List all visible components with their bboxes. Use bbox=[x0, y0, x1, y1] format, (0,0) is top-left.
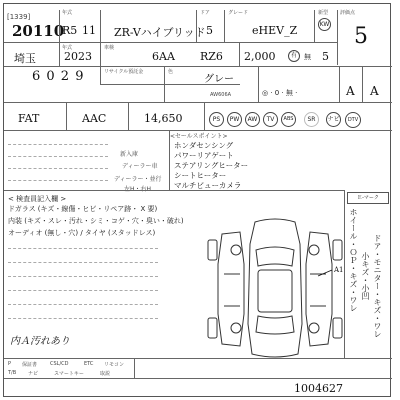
equip-sr: SR bbox=[304, 112, 319, 127]
right-vertical-text-b: 小キズ・小凹 bbox=[361, 252, 370, 300]
footer-label-smartkey: スマートキー bbox=[54, 371, 84, 377]
equip-tv: TV bbox=[263, 112, 278, 127]
model-name: ZR-Vハイブリッド bbox=[114, 26, 206, 39]
footer-number: 1004627 bbox=[294, 382, 343, 395]
handwritten-note: 内Ａ汚れあり bbox=[10, 336, 70, 347]
lot-label: [1339] bbox=[7, 13, 31, 21]
footer-label-manual: 取説 bbox=[100, 371, 111, 377]
equip-abs: ABS bbox=[281, 112, 296, 127]
sales-point-3: ステアリングヒーター bbox=[174, 161, 249, 170]
lhd-rhd-label: 左H・右H bbox=[124, 186, 152, 193]
mileage: 14,650 bbox=[144, 112, 183, 125]
sales-point-4: シートヒーター bbox=[174, 171, 227, 180]
footer-label-cd: CSL/CD bbox=[50, 361, 69, 367]
interior-grade: A bbox=[346, 84, 355, 98]
sales-points-header: <セールスポイント> bbox=[170, 133, 228, 140]
sales-point-2: パワーリアゲート bbox=[174, 151, 234, 160]
score: 5 bbox=[354, 24, 368, 49]
dealer-parallel-label: ディーラー・並行 bbox=[114, 176, 162, 183]
ac: AAC bbox=[82, 112, 107, 125]
equip-aw: AW bbox=[245, 112, 260, 127]
grade: eHEV_Z bbox=[252, 24, 298, 37]
chassis-digits: 6 0 2 9 bbox=[32, 69, 85, 84]
doors: 5 bbox=[206, 24, 213, 37]
equip-pw: PW bbox=[227, 112, 242, 127]
equip-ps: PS bbox=[209, 112, 224, 127]
model-code: RZ6 bbox=[200, 50, 223, 63]
auction-sheet: [1339] 20110 年式 R5 11 ZR-Vハイブリッド ドア 5 グレード eHEV_Z 新型 KW 評価点 5 年式 埼玉 2023 車検 6AA RZ6 2,000 有 無 5 6 0 2 9 リサイクル預託金 色 グレー AW606A ◎ · 0 · 無 · A A FAT AAC 14,650 PS PW AW TV ABS SR ナビ DTV <セールスポイント> ホンダセンシング パワーリアゲート ステアリングヒーター シートヒーター マルチビューカメラ 新入庫 ディーラー車 ディーラー・並行 左H・右H < 検査員記入欄 > ドガラス (キズ・線傷・ヒビ・リペア跡・ X 要) 内装 (キズ・スレ・汚れ・シミ・コゲ・穴・臭い・破れ) オーディオ (無し・穴) / タイヤ (スタッドレス) 内Ａ汚れあり A1 Ｅ-マーク ホイール・ＯＰ・キズ・ワレ 小キズ・小凹 ドア・モニター・キズ・ワレ P 保証書 CSL/CD ETC リモコン T/B ナビ スマートキー 取説 1004627 bbox=[3, 3, 391, 397]
dealer-car-label: ディーラー車 bbox=[122, 163, 158, 170]
diagram-mark: A1 bbox=[334, 266, 344, 274]
region: 埼玉 bbox=[14, 52, 36, 65]
displacement: 2,000 bbox=[244, 50, 276, 63]
seats-unit-a: 無 bbox=[304, 53, 311, 61]
trans-code: 6AA bbox=[152, 50, 175, 63]
right-vertical-text-a: ホイール・ＯＰ・キズ・ワレ bbox=[349, 208, 358, 312]
sales-point-1: ホンダセンシング bbox=[174, 141, 234, 150]
new-arrival-label: 新入庫 bbox=[120, 151, 139, 158]
footer-label-warranty: 保証書 bbox=[22, 362, 38, 368]
footer-label-p: P bbox=[8, 361, 12, 367]
footer-label-navi: ナビ bbox=[28, 371, 39, 377]
year-month: 11 bbox=[82, 24, 96, 37]
equip-navi: ナビ bbox=[326, 112, 341, 127]
inspection-line-1: ドガラス (キズ・線傷・ヒビ・リペア跡・ X 要) bbox=[8, 205, 158, 213]
kw-circle: KW bbox=[318, 18, 331, 31]
seats: 5 bbox=[322, 50, 329, 63]
exterior-grade: A bbox=[370, 84, 379, 98]
inspection-line-3: オーディオ (無し・穴) / タイヤ (スタッドレス) bbox=[8, 229, 156, 237]
registration-year: 2023 bbox=[64, 50, 92, 63]
e-mark-box: Ｅ-マーク bbox=[347, 192, 389, 204]
sales-point-5: マルチビューカメラ bbox=[174, 181, 242, 190]
footer-label-etc: ETC bbox=[84, 361, 94, 367]
inspection-line-2: 内装 (キズ・スレ・汚れ・シミ・コゲ・穴・臭い・破れ) bbox=[8, 217, 184, 225]
right-vertical-text-c: ドア・モニター・キズ・ワレ bbox=[373, 234, 382, 338]
yes-circle: 有 bbox=[288, 50, 300, 62]
car-diagram bbox=[200, 214, 350, 364]
equip-dtv: DTV bbox=[345, 112, 361, 128]
footer-label-remote: リモコン bbox=[104, 362, 125, 368]
lot-number: 20110 bbox=[12, 22, 65, 40]
inspection-header: < 検査員記入欄 > bbox=[8, 195, 67, 203]
shift: FAT bbox=[18, 112, 40, 125]
footer-label-tb: T/B bbox=[8, 370, 17, 376]
year-era: R5 bbox=[62, 24, 78, 37]
color: グレー bbox=[204, 74, 234, 85]
